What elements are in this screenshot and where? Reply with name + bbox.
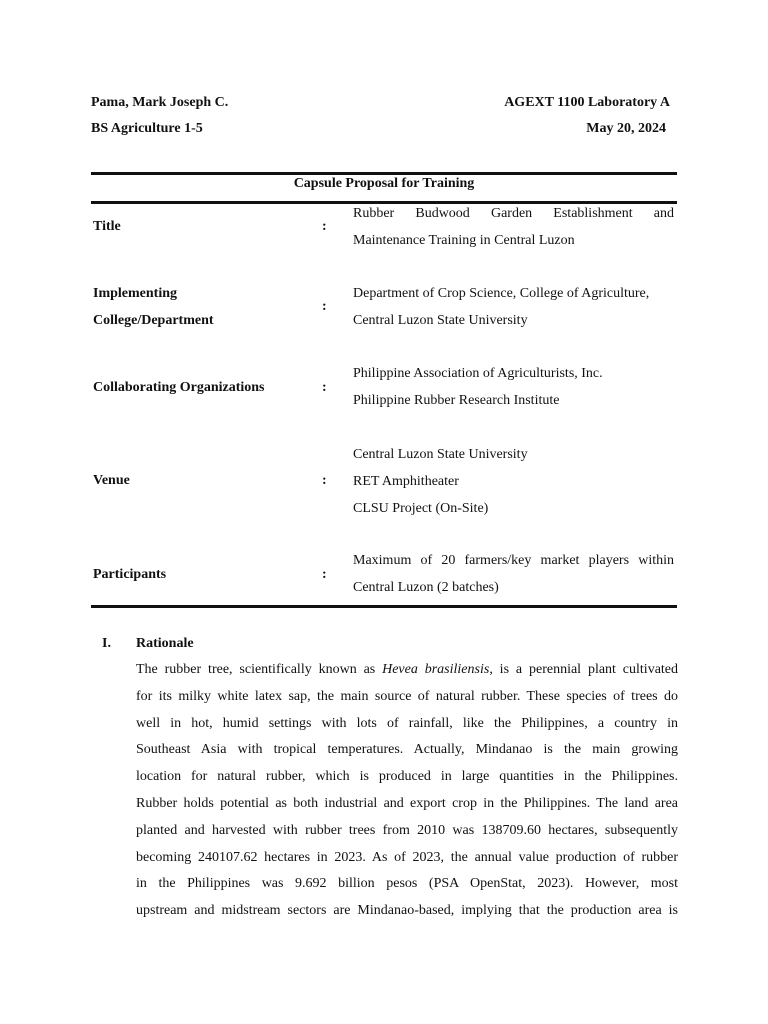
row-label: Participants	[93, 567, 167, 582]
row-colon: :	[322, 299, 327, 314]
rationale-paragraph	[136, 657, 678, 925]
paragraph-line: upstream and midstream sectors are Mindanao-based, implying that the production area is	[136, 903, 678, 919]
row-value: Philippine Association of Agriculturists, Inc. Philippine Rubber Research Institute	[353, 366, 603, 408]
row-colon: :	[322, 380, 327, 395]
row-label: Implementing College/Department	[93, 286, 214, 328]
student-name: Pama, Mark Joseph C.	[91, 95, 229, 110]
paragraph-line: for its milky white latex sap, the main source of natural rubber. These species of trees do	[136, 688, 678, 704]
row-label: Title	[93, 219, 121, 234]
row-colon: :	[322, 473, 327, 488]
row-value: Central Luzon State University RET Amphitheater CLSU Project (On-Site)	[353, 447, 528, 516]
row-label: Venue	[93, 473, 130, 488]
table-title: Capsule Proposal for Training	[293, 176, 475, 191]
paragraph-line: well in hot, humid settings with lots of rainfall, like the Philippines, a country in	[136, 715, 678, 731]
paragraph-line: becoming 240107.62 hectares in 2023. As of 2023, the annual value production of rubber	[136, 849, 678, 865]
row-value: Department of Crop Science, College of Agriculture, Central Luzon State University	[353, 286, 650, 328]
submission-date: May 20, 2024	[586, 121, 666, 136]
section-number: I.	[102, 636, 111, 651]
row-label: Collaborating Organizations	[93, 380, 265, 395]
table-top-rule	[91, 172, 677, 175]
scientific-name: Hevea brasiliensis	[382, 662, 490, 677]
paragraph-line: Rubber holds potential as both industrial and export crop in the Philippines. The land area	[136, 795, 678, 811]
row-value: Rubber Budwood Garden Establishment and Maintenance Training in Central Luzon	[353, 206, 674, 248]
row-colon: :	[322, 567, 327, 582]
paragraph-line: planted and harvested with rubber trees from 2010 was 138709.60 hectares, subsequently	[136, 822, 678, 838]
paragraph-line: location for natural rubber, which is produced in large quantities in the Philippines.	[136, 769, 678, 785]
course-code: AGEXT 1100 Laboratory A	[504, 95, 670, 110]
table-bottom-rule	[91, 605, 677, 608]
program-section: BS Agriculture 1-5	[91, 121, 203, 136]
row-colon: :	[322, 219, 327, 234]
paragraph-line: The rubber tree, scientifically known as Hevea brasiliensis, is a perennial plant cultivated	[136, 662, 679, 677]
row-value: Maximum of 20 farmers/key market players within Central Luzon (2 batches)	[353, 553, 674, 595]
paragraph-line: in the Philippines was 9.692 billion pesos (PSA OpenStat, 2023). However, most	[136, 876, 678, 892]
section-heading: Rationale	[136, 636, 194, 651]
paragraph-line: Southeast Asia with tropical temperatures. Actually, Mindanao is the main growing	[136, 742, 678, 758]
